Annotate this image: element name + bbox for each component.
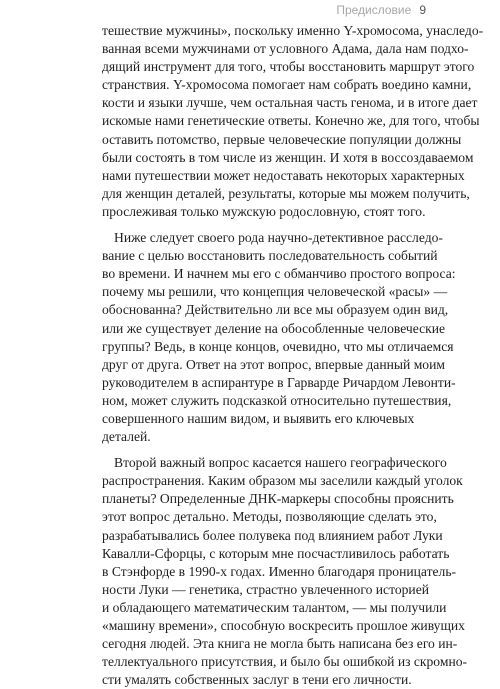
text-line: Второй важный вопрос касается нашего географического: [114, 455, 447, 471]
text-line: Ниже следует своего рода научно-детективное расследо-: [114, 230, 443, 246]
text-line: ванная всеми мужчинами от условного Адама, дала нам подхо-: [102, 41, 469, 57]
text-line: сти умалять собственных заслуг в тени его личности.: [102, 672, 412, 688]
text-line: ном, может служить подсказкой относительно путешествия,: [102, 392, 452, 408]
running-header: [336, 3, 426, 17]
text-line: и обладающего математическим талантом, — мы получили: [102, 599, 447, 615]
text-line: в Стэнфорде в 1990-х годах. Именно благодаря проницатель-: [102, 563, 457, 579]
text-line: прослеживая только мужскую родословную, стоят того.: [102, 203, 426, 219]
text-line: теллектуального присутствия, и было бы ошибкой из скромно-: [102, 654, 468, 670]
text-line: планеты? Определенные ДНК-маркеры способны прояснить: [102, 491, 454, 507]
text-line: ности Луки — генетика, страстно увлеченного историей: [102, 581, 430, 597]
text-line: дящий инструмент для того, чтобы восстановить маршрут этого: [102, 59, 475, 75]
text-line: странствия. Y-хромосома помогает нам собрать воедино камни,: [102, 77, 472, 93]
text-line: вание с целью восстановить последовательность событий: [102, 248, 438, 264]
text-line: группы? Ведь, в конце концов, очевидно, что мы отличаемся: [102, 338, 454, 354]
text-line: оставить потомство, первые человеческие популяции должны: [102, 131, 462, 147]
text-line: «машину времени», способную воскресить прошлое живущих: [102, 618, 465, 633]
text-line: почему мы решили, что концепция человеческой «расы» —: [102, 284, 448, 300]
text-line: деталей.: [102, 429, 151, 445]
text-line: кости и языки лучше, чем остальная часть генома, и в итоге дает: [102, 95, 478, 111]
body-text: [102, 22, 484, 689]
text-line: искомые нами генетические ответы. Конечно же, для того, чтобы: [102, 113, 480, 129]
paragraph: [102, 22, 484, 221]
text-line: Кавалли-Сфорцы, с которым мне посчастливилось работать: [102, 545, 450, 561]
text-line: распространения. Каким образом мы заселили каждый уголок: [102, 473, 463, 489]
text-line: руководителем в аспирантуре в Гарварде Ричардом Левонти-: [102, 374, 456, 390]
text-line: обоснованна? Действительно ли все мы образуем один вид,: [102, 302, 449, 318]
page-number: 9: [419, 3, 426, 17]
text-line: нами путешествии может недоставать некоторых характерных: [102, 167, 465, 183]
text-line: друг от друга. Ответ на этот вопрос, впервые данный моим: [102, 356, 445, 372]
section-title: Предисловие: [336, 3, 412, 17]
text-line: во времени. И начнем мы его с обманчиво простого вопроса:: [102, 266, 456, 282]
text-line: разрабатывались более полувека под влиянием работ Луки: [102, 527, 443, 543]
paragraph: [102, 229, 456, 446]
text-line: этот вопрос детально. Методы, позволяющие сделать это,: [102, 509, 437, 525]
text-line: сегодня людей. Эта книга не могла быть написана без его ин-: [102, 636, 458, 652]
text-line: для женщин деталей, результаты, которые мы можем получить,: [102, 185, 470, 201]
paragraph: [102, 454, 468, 689]
text-line: совершенного нашим видом, и выявить его ключевых: [102, 410, 415, 426]
text-line: тешествие мужчины», поскольку именно Y-хромосома, унаследо-: [102, 23, 484, 38]
text-line: были состоять в том числе из женщин. И хотя в воссоздаваемом: [102, 149, 474, 165]
text-line: или же существует деление на обособленные человеческие: [102, 320, 446, 336]
